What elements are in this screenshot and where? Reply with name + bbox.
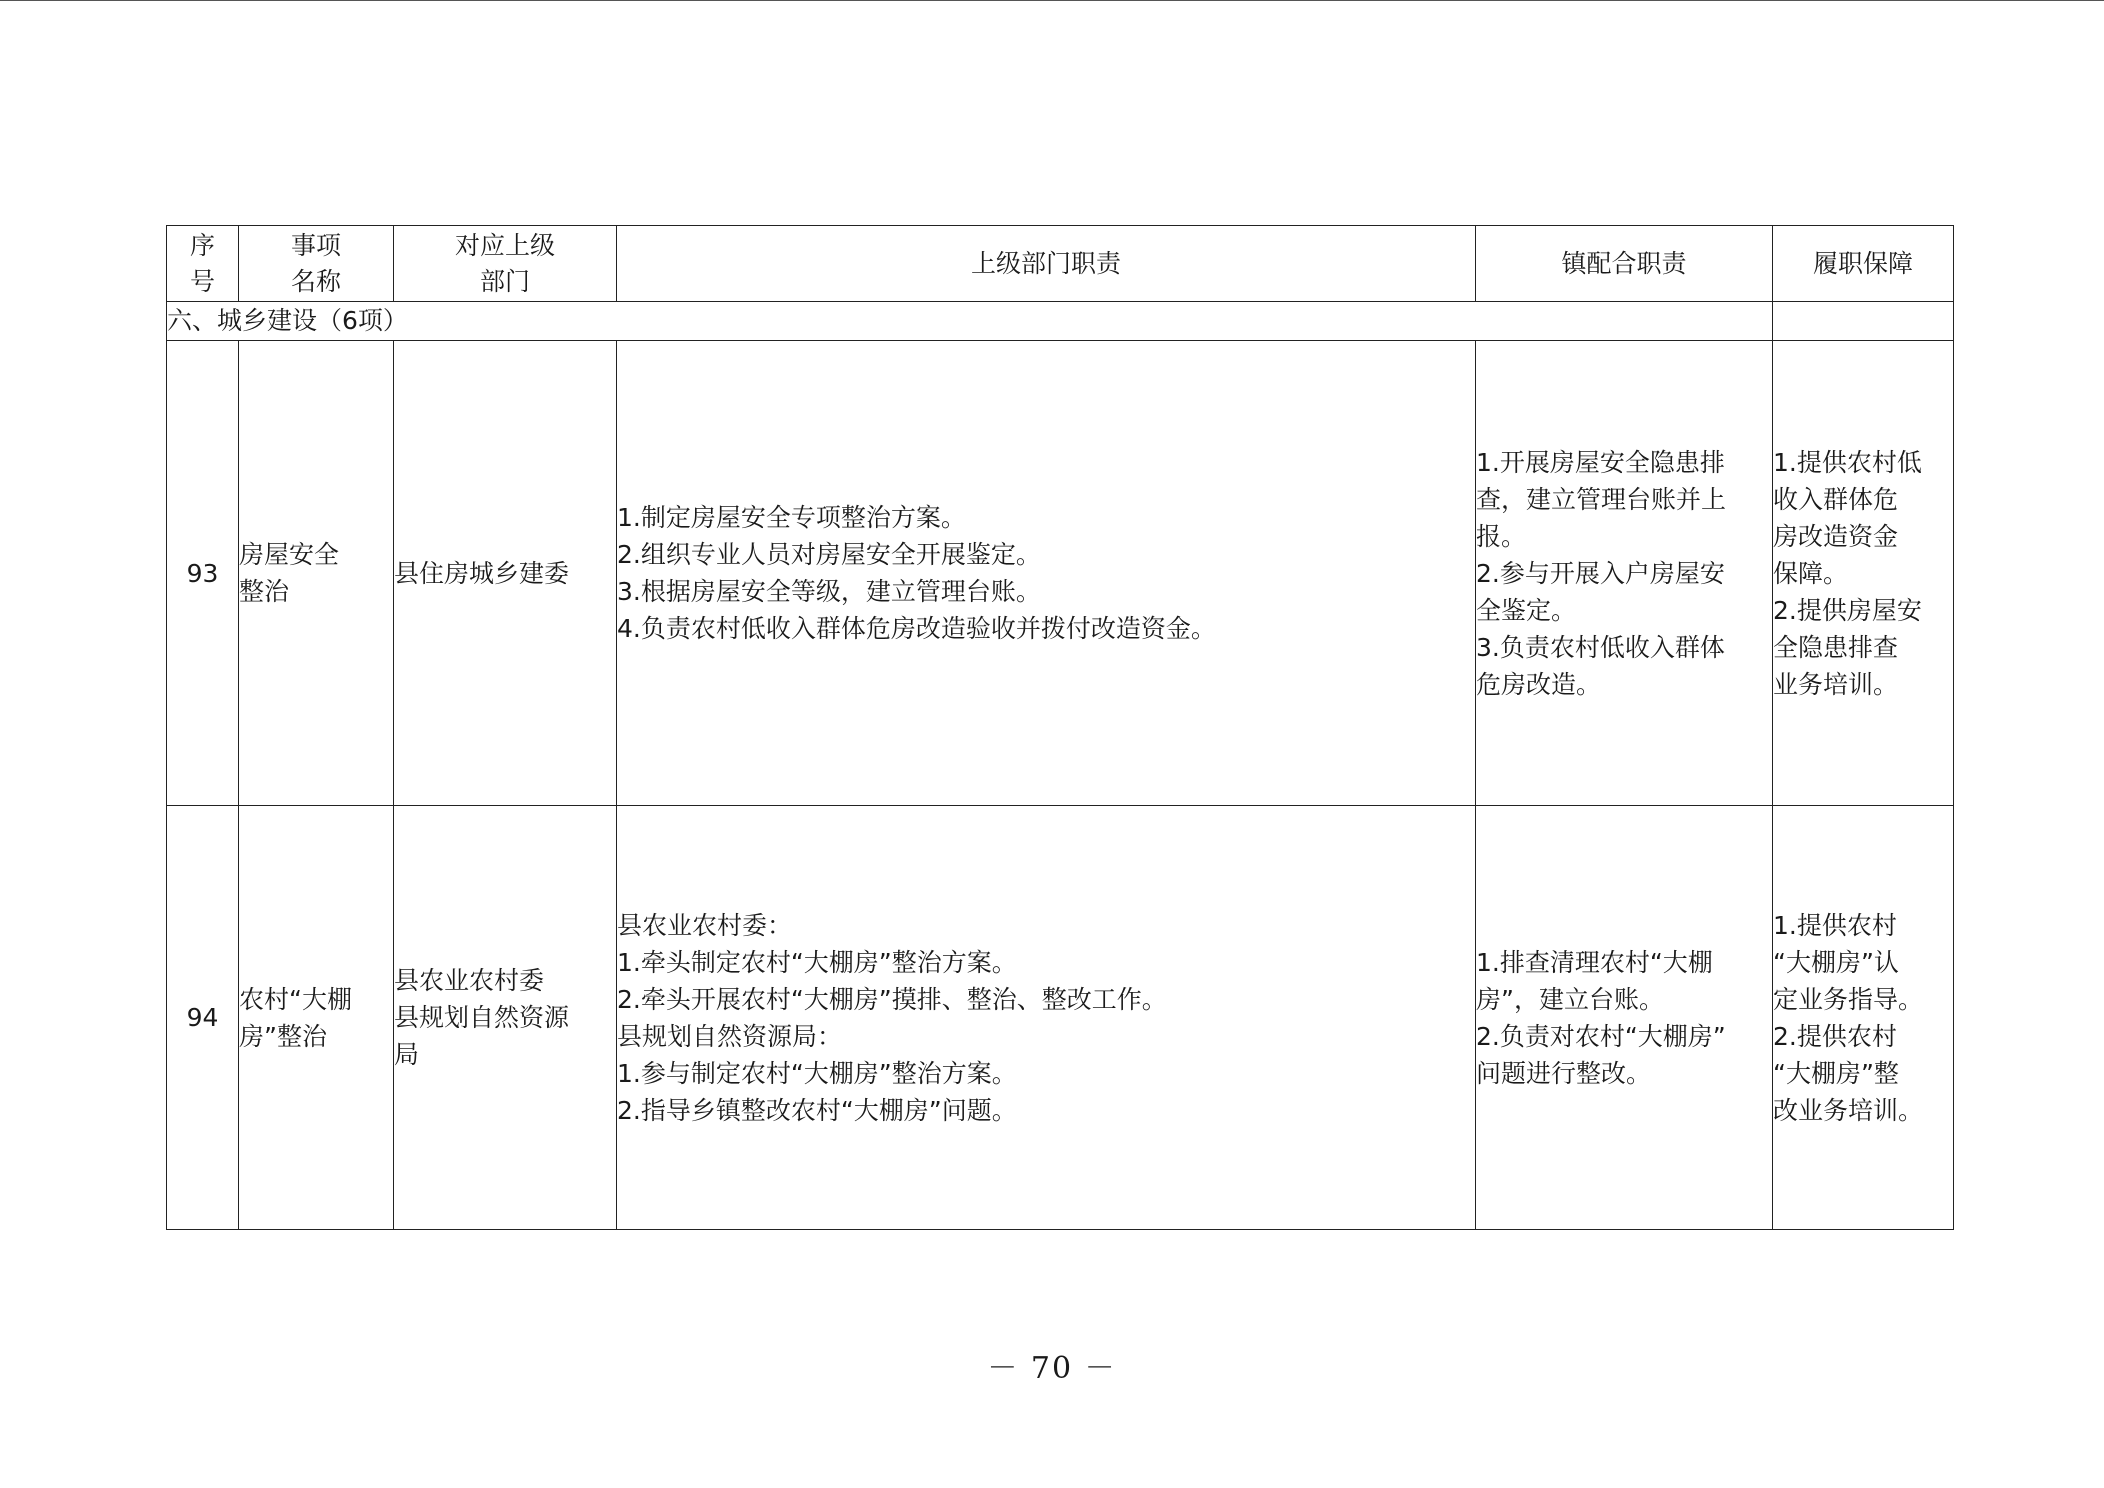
town-line: 3.负责农村低收入群体 [1476, 632, 1725, 662]
section-title: 六、城乡建设（6项） [167, 302, 1773, 341]
duty-line: 1.制定房屋安全专项整治方案。 [617, 503, 966, 532]
town-line: 房”，建立台账。 [1476, 984, 1664, 1014]
guarantee-line: 1.提供农村 [1773, 910, 1897, 940]
town-line: 1.排查清理农村“大棚 [1476, 947, 1713, 977]
row-item-name [239, 806, 394, 1230]
row-duty [617, 806, 1476, 1230]
item-name-line: 房”整治 [239, 1021, 327, 1051]
header-duty: 上级部门职责 [617, 226, 1476, 302]
row-dept [394, 341, 617, 806]
page-number: － 70 － [987, 1351, 1117, 1386]
town-line: 全鉴定。 [1476, 595, 1577, 625]
duty-line: 县农业农村委： [617, 910, 793, 940]
town-line: 1.开展房屋安全隐患排 [1476, 447, 1725, 477]
row-guarantee [1773, 341, 1954, 806]
guarantee-line: 保障。 [1773, 558, 1849, 588]
header-item-line2: 名称 [290, 266, 341, 296]
guarantee-line: 收入群体危 [1773, 484, 1899, 514]
header-town: 镇配合职责 [1476, 226, 1773, 302]
header-seq [167, 226, 239, 302]
duty-line: 1.牵头制定农村“大棚房”整治方案。 [617, 947, 1017, 977]
row-item-name [239, 341, 394, 806]
guarantee-line: 1.提供农村低 [1773, 447, 1922, 477]
guarantee-line: “大棚房”整 [1773, 1058, 1899, 1088]
town-line: 问题进行整改。 [1476, 1058, 1652, 1088]
row-seq: 93 [167, 341, 239, 806]
town-line: 2.参与开展入户房屋安 [1476, 558, 1725, 588]
duty-line: 县规划自然资源局： [617, 1021, 843, 1051]
header-dept-line1: 对应上级 [454, 230, 555, 260]
header-dept [394, 226, 617, 302]
table-row [167, 341, 1954, 806]
table-row [167, 806, 1954, 1230]
guarantee-line: 改业务培训。 [1773, 1095, 1924, 1125]
duty-line: 4.负责农村低收入群体危房改造验收并拨付改造资金。 [617, 614, 1216, 643]
guarantee-line: 全隐患排查 [1773, 632, 1899, 662]
guarantee-line: 房改造资金 [1773, 521, 1899, 551]
header-dept-line2: 部门 [479, 266, 530, 296]
duty-line: 2.指导乡镇整改农村“大棚房”问题。 [617, 1095, 1017, 1125]
dept-line: 县规划自然资源 [394, 1003, 570, 1032]
row-guarantee [1773, 806, 1954, 1230]
town-line: 危房改造。 [1476, 669, 1602, 699]
duty-line: 1.参与制定农村“大棚房”整治方案。 [617, 1058, 1017, 1088]
item-name-line: 整治 [239, 577, 290, 606]
dept-line: 县农业农村委 [394, 966, 545, 995]
header-item [239, 226, 394, 302]
town-line: 2.负责对农村“大棚房” [1476, 1021, 1726, 1051]
header-seq-line1: 序 [189, 230, 215, 260]
item-name-line: 农村“大棚 [239, 984, 352, 1014]
dept-line: 县住房城乡建委 [394, 558, 570, 588]
row-seq: 94 [167, 806, 239, 1230]
header-item-line1: 事项 [290, 230, 341, 260]
dept-line: 局 [394, 1040, 420, 1069]
guarantee-line: 定业务指导。 [1773, 984, 1924, 1014]
section-empty-cell [1773, 302, 1954, 341]
responsibility-table [166, 225, 1954, 1230]
guarantee-line: 2.提供农村 [1773, 1021, 1897, 1051]
duty-line: 3.根据房屋安全等级，建立管理台账。 [617, 577, 1041, 606]
row-town-duty [1476, 341, 1773, 806]
item-name-line: 房屋安全 [239, 540, 340, 569]
duty-line: 2.组织专业人员对房屋安全开展鉴定。 [617, 540, 1041, 569]
header-guarantee: 履职保障 [1773, 226, 1954, 302]
guarantee-line: “大棚房”认 [1773, 947, 1899, 977]
section-row [167, 302, 1954, 341]
duty-line: 2.牵头开展农村“大棚房”摸排、整治、整改工作。 [617, 984, 1167, 1014]
row-town-duty [1476, 806, 1773, 1230]
guarantee-line: 业务培训。 [1773, 669, 1899, 699]
town-line: 查，建立管理台账并上 [1476, 484, 1727, 514]
table-header-row [167, 226, 1954, 302]
row-duty [617, 341, 1476, 806]
guarantee-line: 2.提供房屋安 [1773, 595, 1922, 625]
top-border-line [0, 0, 2104, 1]
town-line: 报。 [1476, 521, 1527, 551]
header-seq-line2: 号 [189, 266, 215, 296]
row-dept [394, 806, 617, 1230]
